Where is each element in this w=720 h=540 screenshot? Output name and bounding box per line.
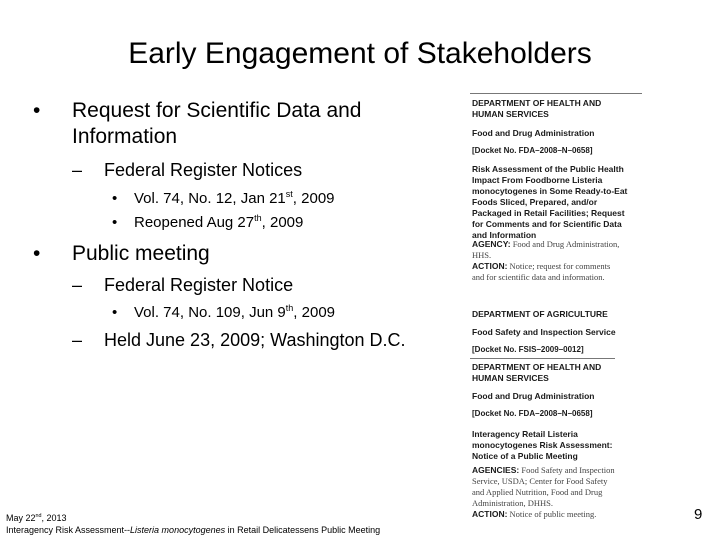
doc2-line: [Docket No. FDA–2008–N–0658] [472, 409, 593, 418]
sub-sub-bullet-vol74-no12: Vol. 74, No. 12, Jan 21st, 2009 [134, 189, 335, 207]
doc2-line: Notice of a Public Meeting [472, 451, 578, 461]
doc1-line: DEPARTMENT OF HEALTH AND [472, 98, 602, 108]
footer-date: May 22nd, 2013 [6, 513, 67, 523]
doc2-line: DEPARTMENT OF AGRICULTURE [472, 309, 608, 319]
sub-sub-bullet-marker: • [112, 304, 118, 321]
doc1-line: [Docket No. FDA–2008–N–0658] [472, 146, 593, 155]
doc1-line: Packaged in Retail Facilities; Request [472, 208, 625, 218]
doc2-line: monocytogenes Risk Assessment: [472, 440, 613, 450]
doc1-line: Foods Sliced, Prepared, and/or [472, 197, 598, 207]
doc2-line: [Docket No. FSIS–2009–0012] [472, 345, 584, 354]
footer-title: Interagency Risk Assessment--Listeria monocytogenes in Retail Delicatessens Public Meeting [6, 525, 381, 535]
doc2-line: Food and Drug Administration [472, 391, 595, 401]
doc1-agency-line: AGENCY: Food and Drug Administration, [472, 239, 620, 249]
bullet-public-meeting: Public meeting [72, 242, 210, 265]
doc1-line: and Information [472, 230, 537, 240]
dash-marker: – [72, 160, 83, 180]
doc1-line: Food and Drug Administration [472, 128, 595, 138]
slide-title: Early Engagement of Stakeholders [128, 37, 592, 70]
dash-marker: – [72, 330, 83, 350]
doc1-line: Risk Assessment of the Public Health [472, 164, 624, 174]
doc2-line: Administration, DHHS. [472, 498, 553, 508]
doc1-action-line: ACTION: Notice; request for comments [472, 261, 611, 271]
sub-sub-bullet-marker: • [112, 190, 118, 207]
doc2-line: Food Safety and Inspection Service [472, 327, 616, 337]
doc2-line: HUMAN SERVICES [472, 373, 549, 383]
sub-bullet-federal-register-notice: Federal Register Notice [104, 275, 294, 295]
sub-sub-bullet-reopened: Reopened Aug 27th, 2009 [134, 213, 304, 231]
sub-sub-bullet-marker: • [112, 214, 118, 231]
sub-sub-bullet-vol74-no109: Vol. 74, No. 109, Jun 9th, 2009 [134, 303, 336, 321]
doc2-line: Service, USDA; Center for Food Safety [472, 476, 608, 486]
sub-bullet-held-june: Held June 23, 2009; Washington D.C. [104, 330, 406, 350]
doc2-action-line: ACTION: Notice of public meeting. [472, 509, 597, 519]
sub-bullet-federal-register-notices: Federal Register Notices [104, 160, 303, 180]
doc2-line: DEPARTMENT OF HEALTH AND [472, 362, 602, 372]
bullet-request-data-line1: Request for Scientific Data and [72, 99, 362, 122]
doc1-line: HHS. [472, 250, 492, 260]
page-number: 9 [694, 506, 703, 523]
doc1-line: and for scientific data and information. [472, 272, 605, 282]
doc2-line: and Applied Nutrition, Food and Drug [472, 487, 603, 497]
doc1-line: Impact From Foodborne Listeria [472, 175, 603, 185]
doc2-agencies-line: AGENCIES: Food Safety and Inspection [472, 465, 615, 475]
dash-marker: – [72, 275, 83, 295]
doc1-line: HUMAN SERVICES [472, 109, 549, 119]
bullet-marker: • [33, 242, 41, 265]
doc2-line: Interagency Retail Listeria [472, 429, 578, 439]
doc1-line: monocytogenes in Some Ready-to-Eat [472, 186, 628, 196]
bullet-request-data-line2: Information [72, 125, 178, 148]
doc1-line: for Comments and for Scientific Data [472, 219, 622, 229]
bullet-marker: • [33, 99, 41, 122]
